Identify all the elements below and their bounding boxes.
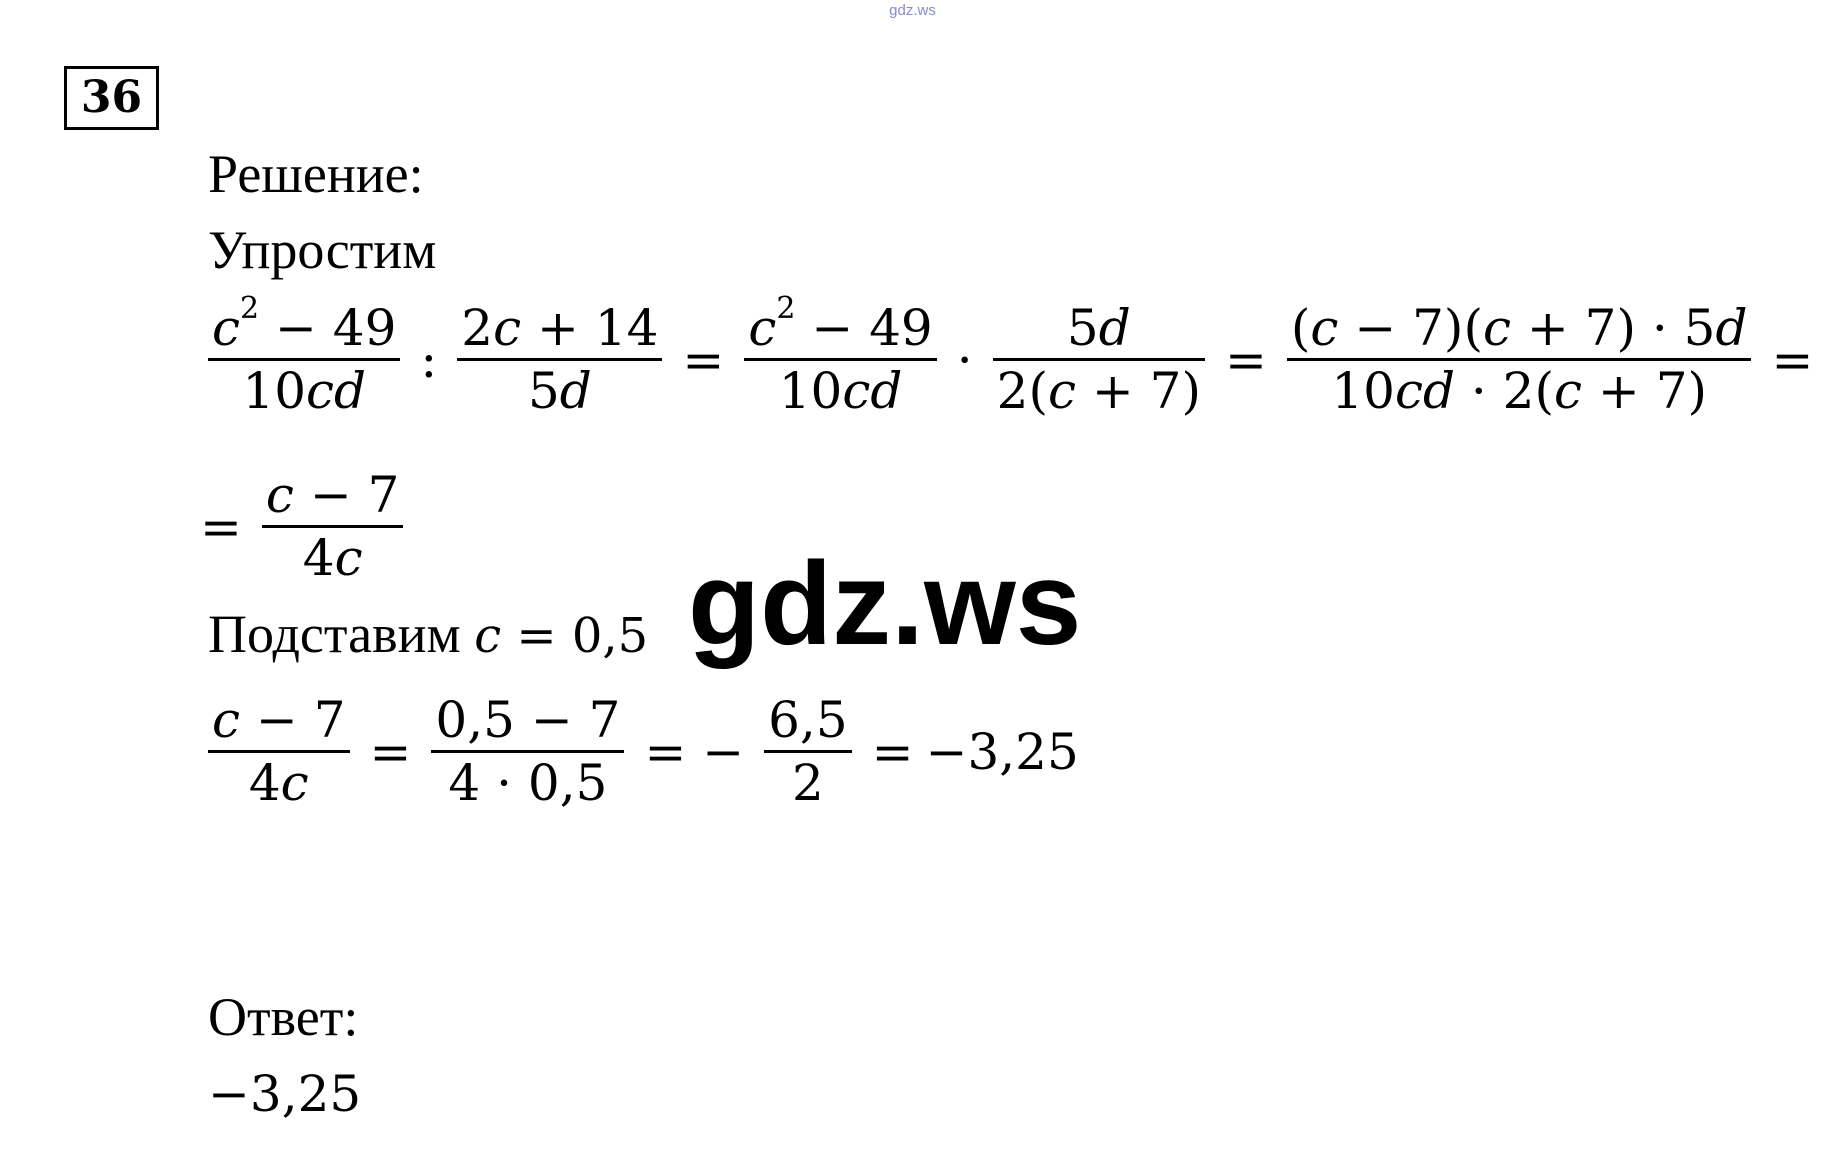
calc-fraction-1: $\frac{c - 7}{4c}$ [208, 690, 350, 813]
substitute-line [208, 602, 648, 668]
answer-label: Ответ: [208, 987, 359, 1047]
substitute-label: Подставим [208, 604, 461, 664]
top-watermark: gdz.ws [889, 2, 936, 19]
task-number-badge: 36 [64, 66, 159, 130]
simplification-equation: $\frac{c^2 - 49}{10cd}$ : $\frac{2c + 14}{5d}$ = $\frac{c^2 - 49}{10cd}$ · $\frac{5d}{2(c + 7)}$ = $\frac{(c - 7)(c + 7) \cdot 5d}{10cd \cdot 2(c + 7)}$ = [200, 298, 1825, 421]
simplify-label: Упростим [208, 220, 437, 280]
fraction-3: $\frac{c^2 - 49}{10cd}$ [744, 298, 936, 421]
fraction-5: $\frac{(c - 7)(c + 7) \cdot 5d}{10cd \cdot 2(c + 7)}$ [1287, 298, 1752, 421]
calc-result: −3,25 [925, 722, 1079, 781]
calc-fraction-2: $\frac{0,5 - 7}{4 \cdot 0,5}$ [431, 690, 624, 813]
solution-label: Решение: [208, 144, 424, 204]
calculation-equation: $\frac{c - 7}{4c}$ = $\frac{0,5 - 7}{4 \cdot 0,5}$ = − $\frac{6,5}{2}$ = −3,25 [200, 690, 1079, 813]
substitute-expression: c = 0,5 [474, 608, 649, 664]
result-fraction: $\frac{c - 7}{4c}$ [262, 465, 404, 588]
fraction-2: $\frac{2c + 14}{5d}$ [457, 298, 662, 421]
calc-fraction-3: $\frac{6,5}{2}$ [764, 690, 852, 813]
answer-value: −3,25 [208, 1065, 362, 1123]
fraction-4: $\frac{5d}{2(c + 7)}$ [993, 298, 1205, 421]
result-equation: = $\frac{c - 7}{4c}$ [200, 465, 411, 588]
center-watermark: gdz.ws [688, 538, 1082, 670]
fraction-1: $\frac{c^2 - 49}{10cd}$ [208, 298, 400, 421]
